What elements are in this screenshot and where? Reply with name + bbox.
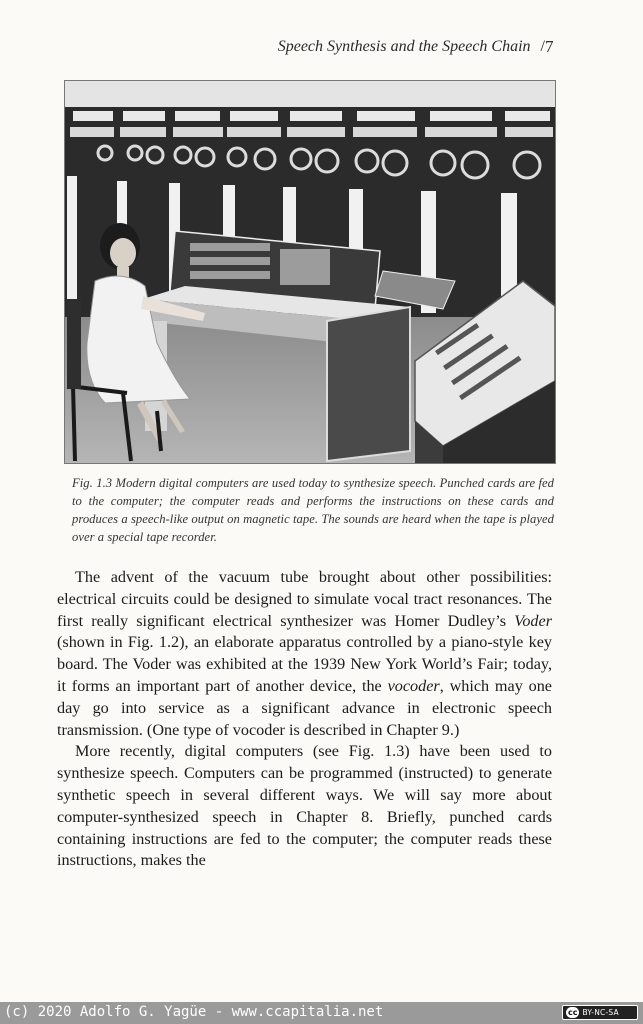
cc-icon: cc: [568, 1008, 578, 1017]
paragraph-1-text-a: The advent of the vacuum tube brought about other possibilities: electrical circuits could be designed to simulate vocal tract resonances. The first really significant electrical synthesizer was Homer Dudley’s: [57, 568, 552, 630]
header-separator: /: [540, 38, 545, 55]
paragraph-1-text-b: (shown in Fig. 1.2), an elaborate apparatus controlled by a piano-style key board. The Voder was exhibited at the 1939 New York World’s Fair; today, it forms an important part of another device, the: [57, 633, 552, 695]
paragraph-1-text-c: , which may one day go into service as a significant advance in electronic speech transmission. (One type of vocoder is described in Chapter 9.): [57, 676, 552, 739]
photo-illustration: [65, 81, 555, 463]
footer-bar: [0, 1002, 643, 1024]
figure-label: Fig. 1.3: [72, 476, 113, 490]
page-number: 7: [545, 37, 554, 56]
paragraph-2: More recently, digital computers (see Fig. 1.3) have been used to synthesize speech. Computers can be programmed (instructed) to generate synthetic speech in several different ways. We will say more about computer-synthesized speech in Chapter 8. Briefly, punched cards containing instructions are fed to the computer; the computer reads these instructions, makes the: [57, 742, 552, 870]
term-vocoder: vocoder: [387, 676, 440, 695]
license-text: BY-NC-SA: [582, 1008, 619, 1017]
figure-caption-text: Modern digital computers are used today to synthesize speech. Punched cards are fed to the computer; the computer reads and performs the instructions on these cards and produces a speech-like output on magnetic tape. The sounds are heard when the tape is played over a special tape recorder.: [72, 476, 555, 544]
figure-caption: [72, 474, 554, 546]
paragraph-1: [57, 567, 552, 741]
running-title: Speech Synthesis and the Speech Chain: [277, 38, 531, 55]
term-voder: Voder: [514, 611, 552, 630]
footer-credit: (c) 2020 Adolfo G. Yagüe - www.ccapitalia.net: [4, 1004, 384, 1020]
running-head: [278, 38, 555, 56]
cc-license-badge[interactable]: [562, 1005, 638, 1020]
body-text: [57, 567, 552, 872]
figure-photo-computer-room: [64, 80, 556, 464]
